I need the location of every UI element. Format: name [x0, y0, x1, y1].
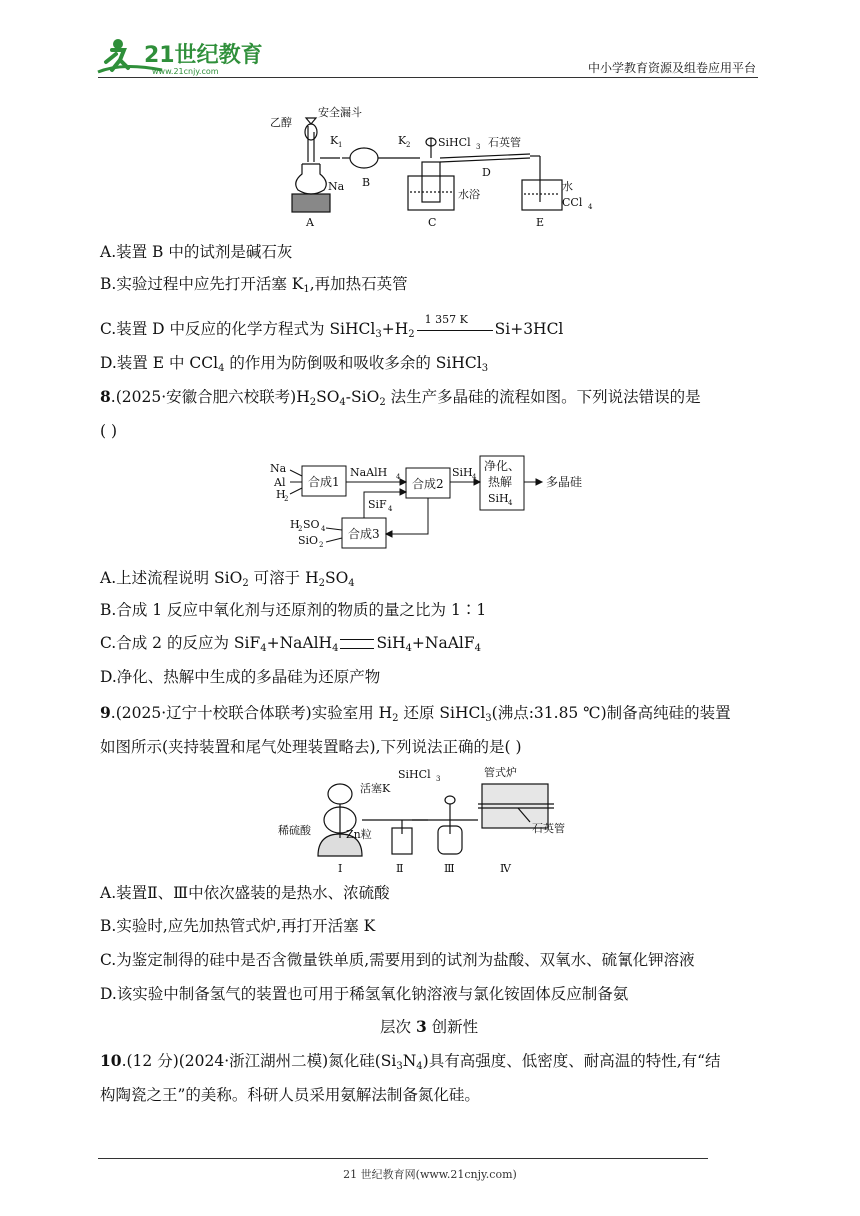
flow-sif4: SiF [368, 498, 387, 511]
fig1-quartz: 石英管 [488, 136, 521, 149]
fig1-funnel: 安全漏斗 [318, 106, 362, 119]
svg-text:3: 3 [436, 775, 441, 783]
fig3-ii: Ⅱ [396, 862, 404, 875]
svg-text:4: 4 [321, 525, 326, 533]
q7-option-b: B.实验过程中应先打开活塞 $K_1$,再加热石英管 [100, 275, 408, 295]
fig1-k1: K [330, 134, 339, 147]
q7-option-d: D.装置 E 中 CCl$_4$ 的作用为防倒吸和吸收多余的 SiHCl$_3$ [100, 354, 489, 374]
svg-text:4: 4 [472, 473, 477, 481]
q10-stem-line-2: 构陶瓷之王”的美称。科研人员采用氨解法制备氮化硅。 [100, 1086, 480, 1104]
q8-stem: 8.(2025·安徽合肥六校联考)$H_2SO_4-SiO_2$ 法生产多晶硅的流程如图。下列说法错误的是 [100, 387, 701, 408]
fig1-sihcl3: SiHCl [438, 136, 471, 149]
fig3-zn: Zn粒 [346, 828, 372, 841]
fig1-d: D [482, 166, 491, 179]
flow-box-1: 合成1 [308, 475, 340, 489]
q7-condition: 1 357 K [424, 313, 468, 326]
flow-sio2: SiO [298, 534, 319, 547]
fig1-a: A [306, 216, 314, 229]
fig3-i: Ⅰ [338, 862, 343, 875]
q8-option-c: C.合成 2 的反应为 SiF$_4$+NaAlH$_4$ SiH$_4$+NaAlF$_4$ [100, 634, 481, 654]
fig1-water: 水 [562, 180, 573, 193]
svg-text:SO: SO [303, 518, 320, 531]
svg-text:2: 2 [406, 141, 411, 149]
logo-url: www.21cnjy.com [152, 67, 219, 76]
svg-text:2: 2 [319, 541, 324, 549]
q9-stem-line-2: 如图所示(夹持装置和尾气处理装置略去),下列说法正确的是( ) [100, 738, 522, 756]
q9-stem: 9.(2025·辽宁十校联合体联考)实验室用 $H_2$ 还原 SiHCl$_3$(沸点:31.85 ℃)制备高纯硅的装置 [100, 703, 731, 724]
fig1-e: E [536, 216, 545, 229]
q9-option-d: D.该实验中制备氢气的装置也可用于稀氢氧化钠溶液与氯化铵固体反应制备氨 [100, 985, 629, 1003]
flow-box-4a: 净化、 [484, 459, 521, 473]
footer-rule [98, 1158, 708, 1159]
svg-text:4: 4 [388, 505, 393, 513]
flow-h2: H [276, 488, 286, 501]
flow-product: 多晶硅 [546, 475, 583, 489]
flow-box-4b: 热解 [488, 475, 513, 489]
fig3-quartz: 石英管 [532, 822, 565, 835]
flow-box-2: 合成2 [412, 477, 444, 491]
flow-h2so4: H [290, 518, 300, 531]
flow-naalh4: NaAlH [350, 466, 388, 479]
svg-text:4: 4 [508, 499, 513, 507]
fig1-c: C [428, 216, 437, 229]
platform-name: 中小学教育资源及组卷应用平台 [587, 61, 756, 75]
section-title: 层次 3 创新性 [380, 1017, 479, 1036]
fig1-water-bath: 水浴 [458, 188, 480, 201]
svg-text:2: 2 [284, 495, 289, 503]
logo-text: 21世纪教育 [144, 43, 262, 68]
apparatus-figure-3 [278, 764, 598, 878]
fig1-na: Na [328, 180, 345, 193]
header-logo [92, 36, 262, 80]
header-rule [98, 77, 758, 78]
svg-text:3: 3 [476, 143, 481, 151]
fig1-ethanol: 乙醇 [270, 116, 292, 129]
q8-option-d: D.净化、热解中生成的多晶硅为还原产物 [100, 668, 381, 686]
q9-option-c: C.为鉴定制得的硅中是否含微量铁单质,需要用到的试剂为盐酸、双氧水、硫氰化钾溶液 [100, 951, 695, 969]
q9-option-b: B.实验时,应先加热管式炉,再打开活塞 K [100, 917, 376, 935]
fig3-furnace: 管式炉 [484, 766, 517, 779]
fig3-iv: Ⅳ [500, 862, 511, 875]
fig1-ccl4: CCl [562, 196, 583, 209]
q7-option-a: A.装置 B 中的试剂是碱石灰 [100, 243, 293, 261]
flow-diagram [268, 454, 598, 554]
q8-answer-paren: ( ) [100, 422, 118, 440]
fig3-valve: 活塞K [360, 782, 391, 795]
q9-option-a: A.装置Ⅱ、Ⅲ中依次盛装的是热水、浓硫酸 [100, 884, 390, 902]
svg-text:2: 2 [298, 525, 303, 533]
svg-text:1: 1 [338, 141, 343, 149]
flow-al: Al [274, 476, 286, 489]
fig1-b: B [362, 176, 371, 189]
fig3-iii: Ⅲ [444, 862, 455, 875]
fig3-sihcl3: SiHCl [398, 768, 431, 781]
q8-option-b: B.合成 1 反应中氧化剂与还原剂的物质的量之比为 1∶1 [100, 601, 487, 619]
flow-box-4c: SiH [488, 492, 509, 505]
fig3-acid: 稀硫酸 [278, 824, 311, 837]
apparatus-figure-1 [270, 102, 600, 230]
svg-text:4: 4 [588, 203, 593, 211]
footer-text: 21 世纪教育网(www.21cnjy.com) [343, 1168, 517, 1181]
flow-box-3: 合成3 [348, 527, 380, 541]
svg-text:4: 4 [396, 473, 401, 481]
q7-option-c: C.装置 D 中反应的化学方程式为 $SiHCl_3+H_2$ 1 357 K Si+3HCl [100, 318, 563, 346]
q8-option-a: A.上述流程说明 SiO$_2$ 可溶于 $H_2SO_4$ [100, 569, 355, 589]
fig1-k2: K [398, 134, 407, 147]
q10-stem: 10.(12 分)(2024·浙江湖州二模)氮化硅$(Si_3N_4)$具有高强度、低密度、耐高温的特性,有“结 [100, 1051, 721, 1072]
flow-na: Na [270, 462, 287, 475]
flow-sih4: SiH [452, 466, 473, 479]
